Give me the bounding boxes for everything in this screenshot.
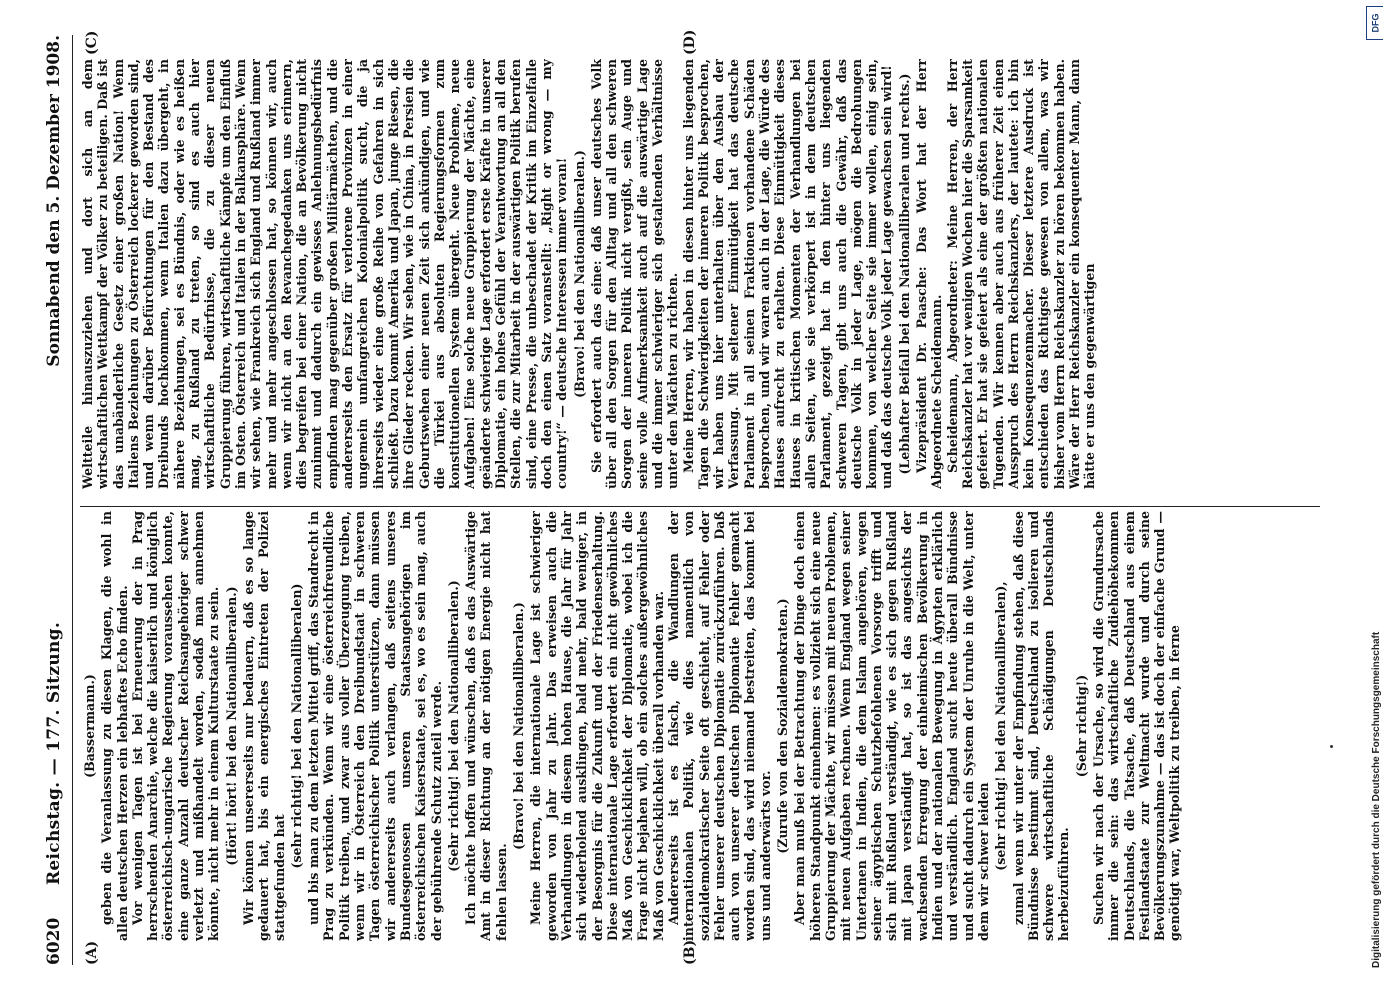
page-title: Reichstag. — 177. Sitzung.	[44, 621, 64, 885]
page-header	[42, 35, 68, 965]
interjection: (Lebhafter Beifall bei den Nationalliberalen und rechts.)	[896, 73, 912, 475]
digitization-note	[1369, 8, 1383, 998]
interjection: (Zurufe von den Sozialdemokraten.)	[775, 598, 791, 854]
margin-marker-a: (A)	[84, 940, 100, 965]
right-text-column	[80, 59, 1330, 489]
paragraph: Vor wenigen Tagen ist bei Erneuerung der in Prag herrschenden Anarchie, welche die kaiserlich und königlich österreichisch-ungarische Regierung voraussehen konnte, eine ganze Anzahl deutscher Reichsangehöriger schwer verletzt und mißhandelt worden, sodaß man annehmen könnte, nicht mehr in einem Kulturstaate zu sein.	[129, 511, 222, 941]
interjection: (sehr richtig! bei den Nationalliberalen),	[993, 581, 1009, 871]
margin-marker-c: (C)	[84, 30, 100, 55]
interjection: (Sehr richtig!)	[1073, 674, 1089, 778]
header-rule	[72, 35, 73, 965]
margin-marker-b: (B)	[682, 939, 698, 965]
speck	[1330, 745, 1333, 748]
interjection: (Bravo! bei den Nationalliberalen.)	[571, 150, 587, 398]
paragraph: zumal wenn wir unter der Empfindung stehen, daß diese Bündnisse bestimmt sind, Deutschland zu isolieren und schwere wirtschaftliche Schädigungen Deutschlands herbeizuführen.	[1010, 511, 1072, 941]
paragraph: Scheidemann, Abgeordneter: Meine Herren, der Herr Reichskanzler hat vor wenigen Wochen hier die Sparsamkeit gefeiert. Er hat sie gefeiert als eine der größten nationalen Tugenden. Wir kennen aber auch aus früherer Zeit einen Ausspruch des Herrn Reichskanzlers, der lautete: ich bin kein Konsequenzenmacher. Dieser letztere Ausdruck ist entschieden das Richtigste gewesen von allem, was wir bisher vom Herrn Reichskanzler zu hören bekommen haben. Wäre der Herr Reichskanzler ein konsequenter Mann, dann hätte er uns den gegenwärtigen	[944, 59, 1098, 489]
paragraph: Vizepräsident Dr. Paasche: Das Wort hat der Herr Abgeordnete Scheidemann.	[914, 59, 945, 489]
paragraph: Meine Herren, die internationale Lage ist schwieriger geworden von Jahr zu Jahr. Das erweisen auch die Verhandlungen in diesem hohen Hause, die Jahr für Jahr sich wiederholend ausklingen, bald mehr, bald weniger, in der Besorgnis für die Zukunft und der Friedenserhaltung. Diese internationale Lage erfordert ein nicht gewöhnliches Maß von Geschicklichkeit der Diplomatie, wobei ich die Frage nicht bejahen will, ob ein solches außergewöhnliches Maß von Geschicklichkeit überall vorhanden war.	[528, 511, 666, 941]
interjection: (Sehr richtig! bei den Nationalliberalen.)	[445, 580, 461, 872]
paragraph: Weltteile hinauszuziehen und dort sich an dem wirtschaftlichen Wettkampf der Völker zu beteiligen. Daß ist das unabänderliche Gesetz einer großen Nation! Wenn Italiens Beziehungen zu Österreich lockerer geworden sind, und wenn darüber Befürchtungen für den Bestand des Dreibunds hochkommen, wenn Italien dazu übergeht, in nähere Beziehungen, sei es Bündnis, oder wie es heißen mag, zu Rußland zu treten, so sind es auch hier wirtschaftliche Bedürfnisse, die zu dieser neuen Gruppierung führen, wirtschaftliche Kämpfe um den Einfluß im Osten. Österreich und Italien in der Balkansphäre. Wenn wir sehen, wie Frankreich sich England und Rußland immer mehr und mehr angeschlossen hat, so können wir, auch wenn wir nicht an den Revanchegedanken uns erinnern, dies begreifen bei einer Nation, die an Bevölkerung nicht zunimmt und dadurch ein gewisses Anlehnungsbedürfnis empfinden mag gegenüber großen Militärmächten, und die andererseits den Ersatz für verlorene Provinzen in einer ungemein umfangreichen Kolonialpolitik sucht, die ja ihrerseits wieder eine große Reihe von Gefahren in sich schließt. Dazu kommt Amerika und Japan, junge Riesen, die ihre Glieder recken. Wir sehen, wie in China, in Persien die Geburtswehen einer neuen Zeit sich ankündigen, und wie die Türkei aus absoluten Regierungsformen zum konstitutionellen System übergeht. Neue Probleme, neue Aufgaben! Eine solche neue Gruppierung der Mächte, eine geänderte schwierige Lage erfordert erste Kräfte in unserer Diplomatie, ein hohes Gefühl der Verantwortung an all den Stellen, die zur Mitarbeit in der auswärtigen Politik berufen sind, eine Presse, die unbeschadet der Kritik im Einzelfalle doch den einen Satz voranstellt: „Right or wrong — my country!“ — deutsche Interessen immer voran!	[80, 59, 570, 489]
paragraph: Suchen wir nach der Ursache, so wird die Grundursache immer die sein: das wirtschaftliche Zudiehöhekommen Deutschlands, die Tatsache, daß Deutschland aus einem Festlandstaate zur Weltmacht wurde und durch seine Bevölkerungszunahme — das ist doch der einfache Grund — genötigt war, Weltpolitik zu treiben, in ferne	[1091, 511, 1183, 941]
paragraph: geben die Veranlassung zu diesen Klagen, die wohl in allen deutschen Herzen ein lebhaftes Echo finden.	[99, 511, 130, 941]
paragraph: Andererseits ist es falsch, die Wandlungen der internationalen Politik, wie dies namentlich von sozialdemokratischer Seite oft geschieht, auf Fehler oder Fehler unserer deutschen Diplomatie zurückzuführen. Daß auch von unserer deutschen Diplomatie Fehler gemacht worden sind, das wird niemand bestreiten, das kommt bei uns und anderwärts vor.	[665, 511, 773, 941]
paragraph: Aber man muß bei der Betrachtung der Dinge doch einen höheren Standpunkt einnehmen: es vollzieht sich eine neue Gruppierung der Mächte, wir müssen mit neuen Problemen, mit neuen Aufgaben rechnen. Wenn England wegen seiner Untertanen in Indien, die dem Islam angehören, wegen seiner ägyptischen Schutzbefohlenen Vorsorge trifft und sich mit Rußland verständigt, wie es sich gegen Rußland mit Japan verständigt hat, so ist das angesichts der wachsenden Erregung der einheimischen Bevölkerung in Indien und der nationalen Bewegung in Ägypten erklärlich und verständlich. England sucht heute überall Bündnisse und sucht dadurch ein System der Unruhe in die Welt, unter dem wir schwer leiden	[792, 511, 991, 941]
paragraph: Meine Herren, wir haben in diesen hinter uns liegenden Tagen die Schwierigkeiten der inneren Politik besprochen, wir haben uns hier unterhalten über den Ausbau der Verfassung. Mit seltener Einmütigkeit hat das deutsche Parlament in all seinen Fraktionen vorhandene Schäden besprochen, und wir waren auch in der Lage, die Würde des Hauses aufrecht zu erhalten. Diese Einmütigkeit dieses Hauses in kritischen Momenten der Verhandlungen bei allen Seiten, wie sie verkörpert ist in dem deutschen Parlament, gezeigt hat in den hinter uns liegenden schweren Tagen, gibt uns auch die Gewähr, daß das deutsche Volk in jeder Lage, mögen die Bedrohungen kommen, von welcher Seite sie immer wollen, einig sein, und daß das deutsche Volk jeder Lage gewachsen sein wird!	[680, 59, 895, 489]
dfg-logo: DFG	[1366, 6, 1383, 40]
left-text-column	[80, 511, 1330, 941]
page-number: 6020	[44, 917, 64, 965]
session-date: Sonnabend den 5. Dezember 1908.	[44, 35, 64, 367]
interjection: (Bassermann.)	[82, 674, 97, 778]
paragraph: Wir können unsererseits nur bedauern, daß es so lange gedauert hat, bis ein energisches Eintreten der Polizei stattgefunden hat	[240, 511, 287, 941]
margin-marker-d: (D)	[682, 29, 698, 55]
paragraph: und bis man zu dem letzten Mittel griff, das Standrecht in Prag zu verkünden. Wenn wir eine österreichfreundliche Politik treiben, und zwar aus voller Überzeugung treiben, wenn wir in Österreich den Dreibundstaat in schweren Tagen österreichischer Politik unterstützen, dann müssen wir andererseits auch verlangen, daß seitens unseres Bundesgenossen unseren Staatsangehörigen im österreichischen Kaiserstaate, sei es, wo es sein mag, auch der gebührende Schutz zuteil werde.	[306, 511, 444, 941]
interjection: (sehr richtig! bei den Nationalliberalen)	[288, 583, 304, 869]
paragraph: Ich möchte hoffen und wünschen, daß es das Auswärtige Amt in dieser Richtung an der nötigen Energie nicht hat fehlen lassen.	[463, 511, 509, 941]
interjection: (Hört! hört! bei den Nationalliberalen.)	[223, 586, 239, 866]
interjection: (Bravo! bei den Nationalliberalen.)	[511, 602, 527, 850]
rotated-document-page	[42, 29, 1342, 965]
column-divider	[80, 506, 1320, 507]
digitization-note-text: Digitalisierung gefördert durch die Deutsche Forschungsgemeinschaft	[1371, 631, 1382, 968]
paragraph: Sie erfordert auch das eine: daß unser deutsches Volk über all den Sorgen für den Alltag und all den schweren Sorgen der inneren Politik nicht vergißt, sein Auge und seine volle Aufmerksamkeit auch auf die auswärtige Lage und die immer schwieriger sich gestaltenden Verhältnisse unter den Mächten zu richten.	[588, 59, 681, 489]
